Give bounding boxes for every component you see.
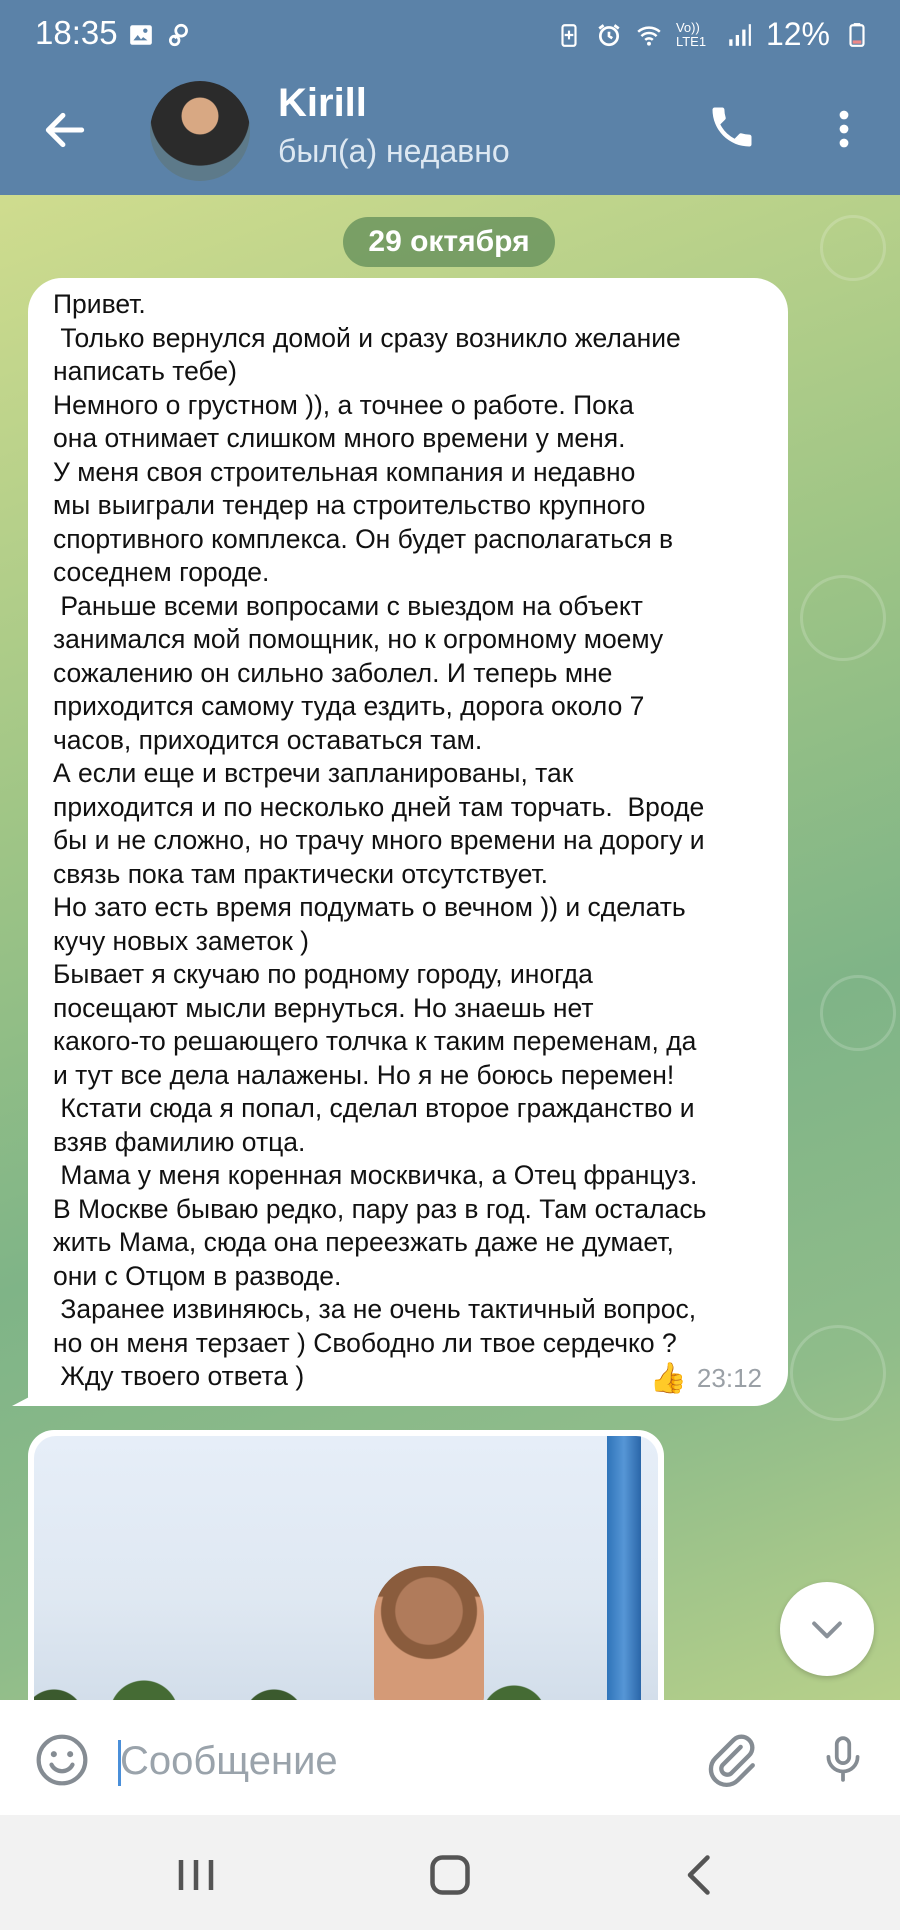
more-vert-icon[interactable] — [820, 105, 868, 153]
photo-message[interactable] — [28, 1430, 664, 1700]
message-bubble[interactable] — [28, 278, 788, 1406]
battery-icon — [844, 22, 870, 48]
network-label: Vo)) LTE1 — [675, 19, 707, 49]
recent-apps-icon[interactable] — [166, 1845, 226, 1905]
status-time: 18:35 — [35, 14, 118, 51]
chevron-down-icon — [805, 1607, 849, 1651]
signal-icon — [726, 22, 752, 48]
chat-area[interactable] — [0, 195, 900, 1700]
back-arrow-icon[interactable] — [40, 105, 90, 155]
background-doodle — [800, 575, 886, 661]
message-meta — [650, 1361, 762, 1396]
system-nav-bar — [0, 1815, 900, 1930]
photo-person — [374, 1566, 484, 1700]
date-label: 29 октября — [343, 217, 555, 267]
message-input-bar — [0, 1700, 900, 1815]
photo-trees — [34, 1660, 658, 1700]
photo-image[interactable] — [34, 1436, 658, 1700]
background-doodle — [820, 215, 886, 281]
paperclip-icon[interactable] — [702, 1730, 760, 1788]
microphone-icon[interactable] — [818, 1730, 868, 1788]
message-text: Привет. Только вернулся домой и сразу возникло желание написать тебе) Немного о грустном )), а точнее о работе. Пока она отнимает слишком много времени у меня. У меня своя строительная компания и недавно мы выиграли тендер на строительство крупного спортивного комплекса. Он будет располагаться в соседнем городе. Раньше всеми вопросами с выездом на объект занимался мой помощник, но к огромному моему сожалению он сильно заболел. И теперь мне приходится самому туда ездить, дорога около 7 часов, приходится оставаться там. А если еще и встречи запланированы, так приходится и по несколько дней там торчать. Вроде бы и не сложно, но трачу много времени на дорогу и связь пока там практически отсутствует. Но зато есть время подумать о вечном )) и сделать кучу новых заметок ) Бывает я скучаю по родному городу, иногда посещают мысли вернуться. Но знаешь нет какого-то решающего толчка к таким переменам, да и тут все дела налажены. Но я не боюсь перемен! Кстати сюда я попал, сделал второе гражданство и взяв фамилию отца. Мама у меня коренная москвичка, а Отец француз. В Москве бываю редко, пару раз в год. Там осталась жить Мама, сюда она переезжать даже не думает, они с Отцом в разводе. Заранее извиняюсь, за не очень тактичный вопрос, но он меня терзает ) Свободно ли твое сердечко ? Жду твоего ответа ) — [53, 289, 707, 1391]
status-bar — [0, 0, 900, 75]
home-icon[interactable] — [420, 1845, 480, 1905]
battery-percent: 12% — [765, 16, 830, 52]
contact-name[interactable]: Kirill — [278, 81, 367, 125]
scroll-down-button[interactable] — [780, 1582, 874, 1676]
last-seen: был(а) недавно — [278, 133, 510, 169]
chat-header — [0, 75, 900, 195]
avatar[interactable] — [150, 81, 250, 181]
background-doodle — [790, 1325, 886, 1421]
steam-icon — [166, 22, 192, 48]
wifi-icon — [636, 22, 662, 48]
back-icon[interactable] — [670, 1845, 730, 1905]
gallery-icon — [128, 22, 154, 48]
photo-pole — [607, 1436, 641, 1700]
battery-saver-icon — [556, 22, 582, 48]
message-time: 23:12 — [696, 1363, 762, 1393]
thumbs-up-reaction[interactable]: 👍 — [649, 1362, 687, 1395]
phone-icon[interactable] — [706, 101, 758, 153]
message-input[interactable] — [118, 1730, 672, 1792]
emoji-icon[interactable] — [34, 1732, 90, 1788]
alarm-icon — [596, 22, 622, 48]
background-doodle — [820, 975, 896, 1051]
